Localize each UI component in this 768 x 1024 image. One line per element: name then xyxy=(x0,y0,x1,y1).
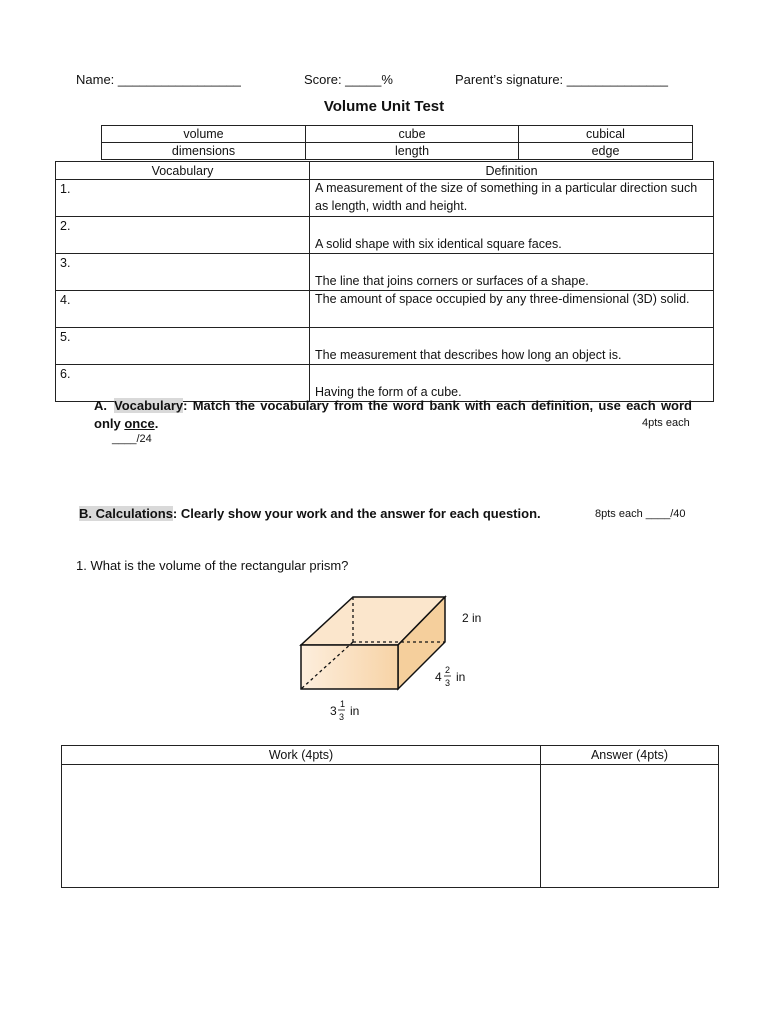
section-b-heading: Calculations xyxy=(95,506,173,521)
section-a-letter: A. xyxy=(94,398,107,413)
depth-numerator: 2 xyxy=(445,665,451,675)
word-bank-cell: volume xyxy=(102,126,306,143)
section-a-score: ____/24 xyxy=(112,433,152,445)
section-a-emphasis: once xyxy=(124,416,155,431)
width-denominator: 3 xyxy=(339,712,345,722)
work-header-row xyxy=(62,746,719,765)
table-row xyxy=(56,365,714,402)
definition-cell: The amount of space occupied by any three-dimensional (3D) solid. xyxy=(310,291,714,328)
word-bank-cell: length xyxy=(306,143,519,160)
width-unit: in xyxy=(350,704,360,718)
width-numerator: 1 xyxy=(340,699,346,709)
table-row xyxy=(56,180,714,217)
work-column-header: Work (4pts) xyxy=(62,746,541,765)
signature-field-label: Parent’s signature: ______________ xyxy=(455,72,668,87)
section-a-instruction-end: . xyxy=(154,416,159,431)
definition-cell: The measurement that describes how long an object is. xyxy=(310,328,714,365)
definition-column-header: Definition xyxy=(310,162,714,180)
name-field-label: Name: _________________ xyxy=(76,72,241,87)
score-field-label: Score: _____% xyxy=(304,72,393,87)
table-row xyxy=(56,217,714,254)
width-whole: 3 xyxy=(330,704,337,718)
word-bank-cell: cubical xyxy=(519,126,693,143)
word-bank-row xyxy=(102,126,693,143)
depth-whole: 4 xyxy=(435,670,442,684)
depth-denominator: 3 xyxy=(445,678,451,688)
word-bank-row xyxy=(102,143,693,160)
work-answer-row xyxy=(62,765,719,888)
answer-cell-5[interactable]: 5. xyxy=(56,328,310,365)
vocabulary-table xyxy=(55,161,714,402)
word-bank-table xyxy=(101,125,693,160)
section-b-instruction: : Clearly show your work and the answer for each question. xyxy=(172,506,541,521)
word-bank-cell: edge xyxy=(519,143,693,160)
height-label: 2 in xyxy=(462,611,482,625)
page-title: Volume Unit Test xyxy=(323,98,445,115)
prism-front-face xyxy=(301,645,398,689)
definition-cell: The line that joins corners or surfaces of a shape. xyxy=(310,254,714,291)
work-cell[interactable] xyxy=(62,765,541,888)
depth-unit: in xyxy=(456,670,466,684)
rectangular-prism-diagram xyxy=(278,588,498,728)
definition-cell: A measurement of the size of something in a particular direction such as length, width and height. xyxy=(310,180,714,217)
answer-cell-1[interactable]: 1. xyxy=(56,180,310,217)
definition-cell: Having the form of a cube. xyxy=(310,365,714,402)
vocabulary-column-header: Vocabulary xyxy=(56,162,310,180)
definition-cell: A solid shape with six identical square faces. xyxy=(310,217,714,254)
answer-cell-2[interactable]: 2. xyxy=(56,217,310,254)
work-answer-table xyxy=(61,745,719,888)
word-bank-cell: cube xyxy=(306,126,519,143)
section-a-heading: Vocabulary xyxy=(114,398,184,413)
section-a-instruction: : Match the vocabulary from the word bank with each definition, use each word only xyxy=(94,398,692,431)
vocabulary-header-row xyxy=(56,162,714,180)
answer-cell-4[interactable]: 4. xyxy=(56,291,310,328)
answer-cell[interactable] xyxy=(541,765,719,888)
table-row xyxy=(56,328,714,365)
section-b-points: 8pts each ____/40 xyxy=(595,508,686,520)
section-b-instructions xyxy=(79,506,541,521)
table-row xyxy=(56,291,714,328)
answer-column-header: Answer (4pts) xyxy=(541,746,719,765)
answer-cell-6[interactable]: 6. xyxy=(56,365,310,402)
word-bank-cell: dimensions xyxy=(102,143,306,160)
question-1: 1. What is the volume of the rectangular prism? xyxy=(76,558,349,573)
section-b-letter: B. xyxy=(79,506,92,521)
table-row xyxy=(56,254,714,291)
section-a-instructions xyxy=(94,397,692,433)
section-a-points: 4pts each xyxy=(642,417,690,429)
answer-cell-3[interactable]: 3. xyxy=(56,254,310,291)
